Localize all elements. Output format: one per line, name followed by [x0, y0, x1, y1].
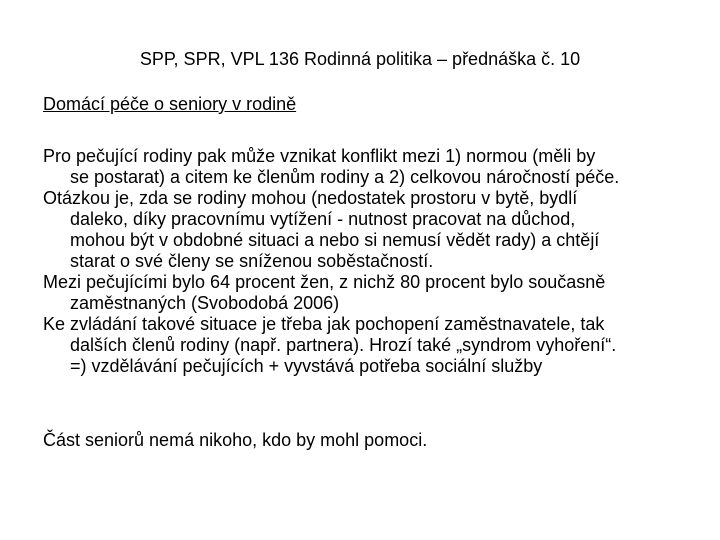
paragraph-line: =) vzdělávání pečujících + vyvstává potřeba sociální služby [70, 356, 543, 376]
paragraph-line: mohou být v obdobné situaci a nebo si nemusí vědět rady) a chtějí [70, 230, 600, 250]
closing-statement: Část seniorů nemá nikoho, kdo by mohl pomoci. [43, 430, 428, 450]
paragraph-line: Otázkou je, zda se rodiny mohou (nedostatek prostoru v bytě, bydlí [43, 188, 578, 208]
paragraph-line: dalších členů rodiny (např. partnera). Hrozí také „syndrom vyhoření“. [70, 335, 617, 355]
paragraph-line: zaměstnaných (Svobodobá 2006) [70, 293, 340, 313]
paragraph-line: starat o své členy se sníženou soběstačností. [70, 251, 434, 271]
paragraph-coping [43, 314, 713, 377]
paragraph-line: Mezi pečujícími bylo 64 procent žen, z nichž 80 procent bylo současně [43, 272, 606, 292]
paragraph-statistics [43, 272, 713, 314]
paragraph-line: Pro pečující rodiny pak může vznikat konflikt mezi 1) normou (měli by [43, 146, 596, 166]
paragraph-conflict [43, 146, 713, 188]
paragraph-line: se postarat) a citem ke členům rodiny a 2) celkovou náročností péče. [70, 167, 620, 187]
slide-title: SPP, SPR, VPL 136 Rodinná politika – přednáška č. 10 [139, 49, 581, 69]
paragraph-line: daleko, díky pracovnímu vytížení - nutnost pracovat na důchod, [70, 209, 576, 229]
paragraph-line: Ke zvládání takové situace je třeba jak pochopení zaměstnavatele, tak [43, 314, 605, 334]
paragraph-question [43, 188, 713, 272]
body-text [43, 146, 713, 377]
slide-subtitle: Domácí péče o seniory v rodině [43, 94, 297, 114]
